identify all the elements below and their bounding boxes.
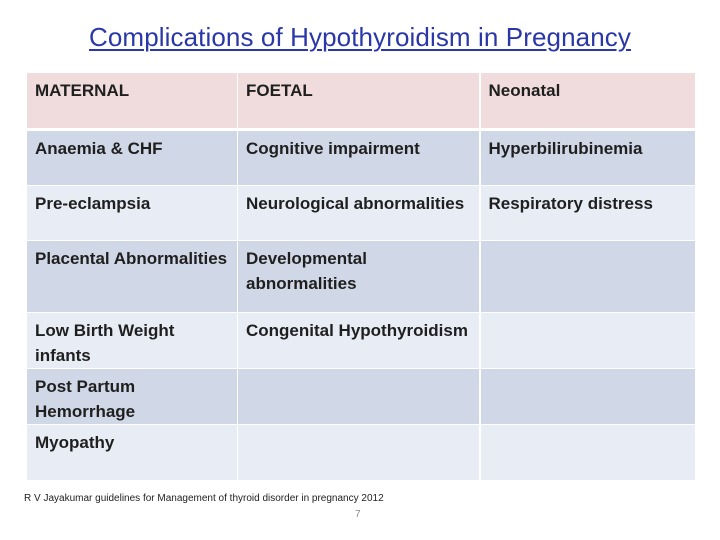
cell-maternal: Pre-eclampsia — [27, 186, 238, 241]
cell-foetal — [238, 369, 480, 425]
cell-maternal: Myopathy — [27, 425, 238, 481]
header-foetal: FOETAL — [238, 73, 480, 130]
cell-foetal: Neurological abnormalities — [238, 186, 480, 241]
cell-neonatal — [480, 369, 696, 425]
cell-neonatal: Respiratory distress — [480, 186, 696, 241]
cell-neonatal: Hyperbilirubinemia — [480, 130, 696, 186]
table-row — [27, 425, 696, 481]
cell-maternal: Post Partum Hemorrhage — [27, 369, 238, 425]
cell-maternal: Placental Abnormalities — [27, 241, 238, 313]
cell-foetal: Congenital Hypothyroidism — [238, 313, 480, 369]
cell-maternal: Low Birth Weight infants — [27, 313, 238, 369]
cell-foetal: Developmental abnormalities — [238, 241, 480, 313]
table-row — [27, 241, 696, 313]
cell-foetal: Cognitive impairment — [238, 130, 480, 186]
cell-neonatal — [480, 313, 696, 369]
header-neonatal: Neonatal — [480, 73, 696, 130]
complications-table — [26, 72, 696, 481]
header-maternal: MATERNAL — [27, 73, 238, 130]
table-header-row — [27, 73, 696, 130]
cell-neonatal — [480, 425, 696, 481]
complications-table-container — [26, 72, 695, 481]
page-number: 7 — [355, 509, 361, 520]
table-row — [27, 313, 696, 369]
cell-neonatal — [480, 241, 696, 313]
citation-footnote: R V Jayakumar guidelines for Management of thyroid disorder in pregnancy 2012 — [24, 493, 384, 504]
slide-title: Complications of Hypothyroidism in Pregnancy — [89, 22, 631, 52]
cell-maternal: Anaemia & CHF — [27, 130, 238, 186]
cell-foetal — [238, 425, 480, 481]
table-row — [27, 186, 696, 241]
table-row — [27, 130, 696, 186]
table-row — [27, 369, 696, 425]
